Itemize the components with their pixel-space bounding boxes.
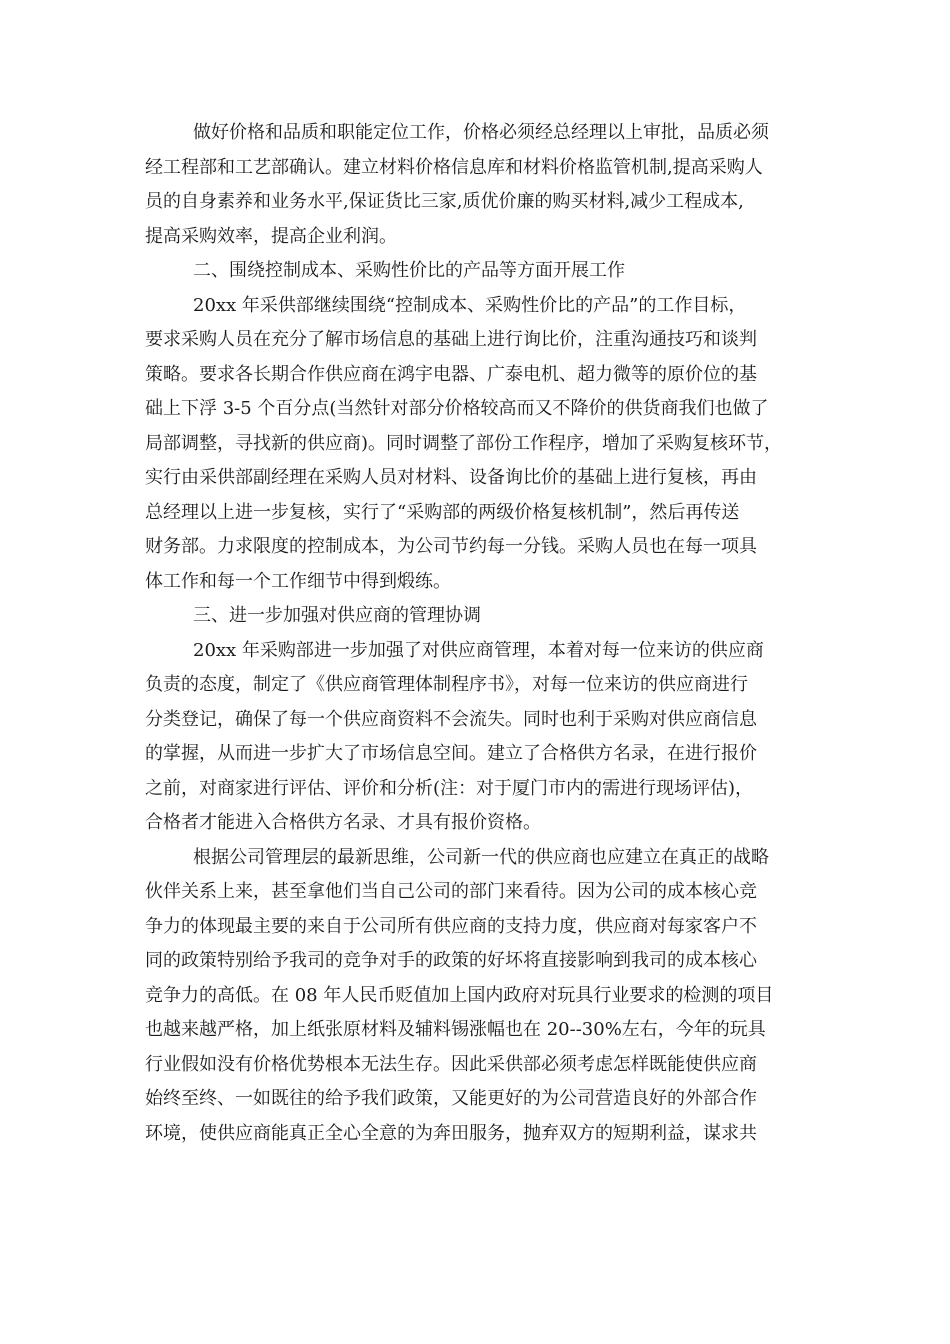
text-line: 总经理以上进一步复核，实行了“采购部的两级价格复核机制”，然后再传送 bbox=[145, 501, 740, 523]
text-line: 要求采购人员在充分了解市场信息的基础上进行询比价，注重沟通技巧和谈判 bbox=[145, 329, 757, 350]
text-line: 合格者才能进入合格供方名录、才具有报价资格。 bbox=[145, 812, 541, 833]
text-line: 实行由采供部副经理在采购人员对材料、设备询比价的基础上进行复核，再由 bbox=[145, 467, 757, 488]
text-line: 分类登记，确保了每一个供应商资料不会流失。同时也利于采购对供应商信息 bbox=[145, 708, 757, 730]
text-line: 根据公司管理层的最新思维，公司新一代的供应商也应建立在真正的战略 bbox=[193, 846, 769, 868]
text-line: 提高采购效率，提高企业利润。 bbox=[145, 225, 397, 247]
text-line: 20xx 年采供部继续围绕“控制成本、采购性价比的产品”的工作目标， bbox=[193, 294, 747, 316]
text-line: 财务部。力求限度的控制成本，为公司节约每一分钱。采购人员也在每一项具 bbox=[145, 536, 757, 557]
text-line: 负责的态度，制定了《供应商管理体制程序书》，对每一位来访的供应商进行 bbox=[145, 674, 748, 695]
text-line: 二、围绕控制成本、采购性价比的产品等方面开展工作 bbox=[193, 260, 625, 281]
text-line: 策略。要求各长期合作供应商在鸿宇电器、广泰电机、超力微等的原价位的基 bbox=[145, 363, 757, 385]
text-line: 局部调整，寻找新的供应商)。同时调整了部份工作程序，增加了采购复核环节， bbox=[145, 432, 783, 454]
text-line: 20xx 年采购部进一步加强了对供应商管理，本着对每一位来访的供应商 bbox=[193, 639, 764, 661]
text-line: 环境，使供应商能真正全心全意的为奔田服务，抛弃双方的短期利益，谋求共 bbox=[145, 1122, 757, 1144]
text-line: 的掌握，从而进一步扩大了市场信息空间。建立了合格供方名录，在进行报价 bbox=[145, 743, 757, 764]
text-line: 三、进一步加强对供应商的管理协调 bbox=[193, 605, 481, 626]
text-line: 同的政策特别给予我司的竞争对手的政策的好坏将直接影响到我司的成本核心 bbox=[145, 950, 757, 971]
text-line: 伙伴关系上来，甚至拿他们当自己公司的部门来看待。因为公司的成本核心竞 bbox=[145, 881, 757, 902]
text-line: 员的自身素养和业务水平,保证货比三家,质优价廉的购买材料,减少工程成本, bbox=[145, 191, 744, 212]
text-line: 行业假如没有价格优势根本无法生存。因此采供部必须考虑怎样既能使供应商 bbox=[145, 1053, 757, 1075]
text-line: 争力的体现最主要的来自于公司所有供应商的支持力度，供应商对每家客户不 bbox=[145, 915, 757, 937]
document-body bbox=[145, 116, 825, 1151]
text-line: 竞争力的高低。在 08 年人民币贬值加上国内政府对玩具行业要求的检测的项目 bbox=[145, 984, 774, 1006]
text-line: 做好价格和品质和职能定位工作，价格必须经总经理以上审批，品质必须 bbox=[193, 122, 769, 143]
text-line: 始终至终、一如既往的给予我们政策，又能更好的为公司营造良好的外部合作 bbox=[145, 1088, 757, 1109]
text-line: 经工程部和工艺部确认。建立材料价格信息库和材料价格监管机制,提高采购人 bbox=[145, 156, 763, 178]
text-line: 体工作和每一个工作细节中得到煅练。 bbox=[145, 570, 451, 592]
text-line: 之前，对商家进行评估、评价和分析(注：对于厦门市内的需进行现场评估)， bbox=[145, 777, 754, 799]
text-line: 础上下浮 3-5 个百分点(当然针对部分价格较高而又不降价的供货商我们也做了 bbox=[145, 398, 769, 419]
text-line: 也越来越严格，加上纸张原材料及辅料锡涨幅也在 20--30%左右，今年的玩具 bbox=[145, 1019, 766, 1040]
